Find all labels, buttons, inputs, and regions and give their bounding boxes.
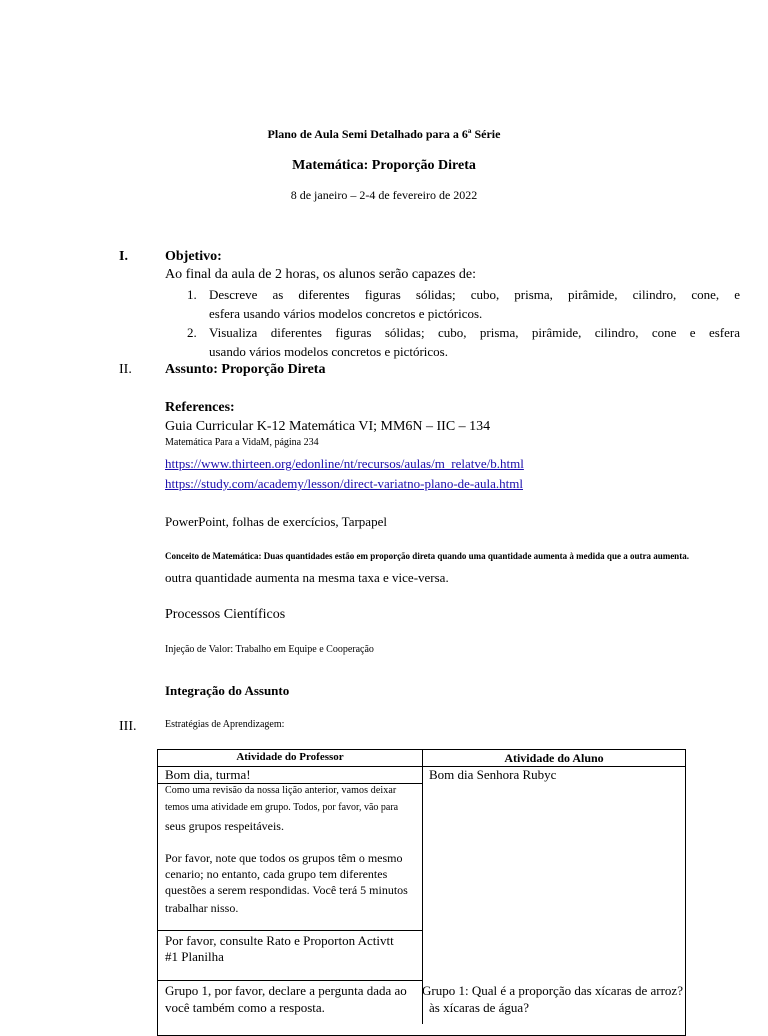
section-2-numeral: II. [119, 362, 132, 377]
teacher-group1-line-1: Grupo 1, por favor, declare a pergunta dada ao [165, 983, 407, 998]
section-3-numeral: III. [119, 719, 137, 734]
teacher-greeting: Bom dia, turma! [165, 767, 251, 782]
section-1-intro: Ao final da aula de 2 horas, os alunos serão capazes de: [165, 267, 476, 282]
section-1-numeral: I. [119, 249, 128, 264]
teacher-instruction-line-6: questões a serem respondidas. Você terá 5 minutos [165, 883, 408, 897]
teacher-instruction-line-7: trabalhar nisso. [165, 901, 239, 915]
document-title: Plano de Aula Semi Detalhado para a 6ª Série [267, 127, 501, 141]
science-processes: Processos Científicos [165, 607, 286, 622]
references-label: References: [165, 400, 235, 415]
section-1-heading: Objetivo: [165, 249, 222, 264]
table-header-teacher: Atividade do Professor [236, 751, 344, 763]
teacher-instruction-line-4: Por favor, note que todos os grupos têm o mesmo [165, 851, 403, 865]
teacher-worksheet-line-2: #1 Planilha [165, 949, 224, 964]
teacher-instruction-line-3: seus grupos respeitáveis. [165, 819, 284, 833]
student-greeting: Bom dia Senhora Rubyc [429, 767, 557, 782]
subject-integration: Integração do Assunto [165, 683, 290, 698]
objective-2-number: 2. [187, 325, 197, 340]
subject-title: Matemática: Proporção Direta [292, 158, 476, 173]
values-integration: Injeção de Valor: Trabalho em Equipe e Cooperação [165, 644, 374, 655]
objective-1-line-1: Descreve as diferentes figuras sólidas; cubo, prisma, pirâmide, cilindro, cone, e [209, 287, 740, 302]
math-concept-continued: outra quantidade aumenta na mesma taxa e vice-versa. [165, 570, 449, 585]
section-2-heading: Assunto: Proporção Direta [165, 362, 326, 377]
student-group1-line-2: às xícaras de água? [429, 1000, 529, 1015]
math-concept: Conceito de Matemática: Duas quantidades estão em proporção direta quando uma quantidade aumenta à medida que a outra aumenta. [165, 551, 689, 561]
teacher-instruction-line-2: temos uma atividade em grupo. Todos, por favor, vão para [165, 802, 399, 813]
section-3-heading: Estratégias de Aprendizagem: [165, 719, 285, 730]
reference-curriculum: Guia Curricular K-12 Matemática VI; MM6N – IIC – 134 [165, 419, 491, 434]
reference-link-study[interactable]: https://study.com/academy/lesson/direct-variatno-plano-de-aula.html [165, 476, 523, 491]
date-range: 8 de janeiro – 2-4 de fevereiro de 2022 [290, 188, 478, 202]
teacher-group1-line-2: você também como a resposta. [165, 1000, 325, 1015]
reference-link-thirteen[interactable]: https://www.thirteen.org/edonline/nt/recursos/aulas/m_relatve/b.html [165, 456, 524, 471]
teacher-worksheet-line-1: Por favor, consulte Rato e Proporton Activtt [165, 933, 394, 948]
student-group1-line-1: Grupo 1: Qual é a proporção das xícaras de arroz? [422, 983, 683, 998]
objective-1-number: 1. [187, 287, 197, 302]
reference-book: Matemática Para a VidaM, página 234 [165, 437, 319, 448]
teacher-instruction-line-1: Como uma revisão da nossa lição anterior, vamos deixar [165, 785, 397, 796]
objective-2-line-1: Visualiza diferentes figuras sólidas; cubo, prisma, pirâmide, cilindro, cone e esfera [209, 325, 740, 340]
teacher-instruction-line-5: cenario; no entanto, cada grupo tem diferentes [165, 867, 388, 881]
objective-1-line-2: esfera usando vários modelos concretos e pictóricos. [209, 306, 483, 321]
table-header-student: Atividade do Aluno [504, 751, 604, 765]
materials-list: PowerPoint, folhas de exercícios, Tarpapel [165, 514, 387, 529]
objective-2-line-2: usando vários modelos concretos e pictóricos. [209, 344, 448, 359]
